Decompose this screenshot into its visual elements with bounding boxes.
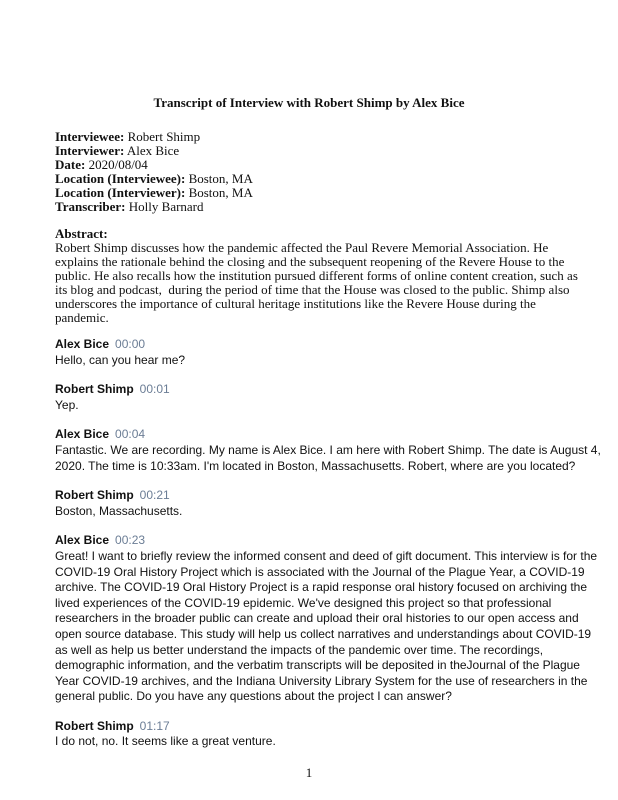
speaker-name: Robert Shimp: [55, 488, 134, 503]
utterance-line: researchers in the broader public can create and upload their oral histories to our open access and: [55, 611, 579, 626]
dialogue-turn: [55, 337, 575, 368]
utterance-line: as well as help us better understand the impacts of the pandemic over time. The recordings,: [55, 642, 544, 657]
dialogue-turn: [55, 719, 575, 750]
dialogue-turn: [55, 427, 601, 474]
meta-interviewee: Interviewee: Robert Shimp: [55, 129, 201, 144]
utterance-line: Great! I want to briefly review the informed consent and deed of gift document. This interview is for the: [55, 548, 598, 563]
utterance-line: Fantastic. We are recording. My name is Alex Bice. I am here with Robert Shimp. The date is August 4,: [55, 442, 601, 457]
dialogue: [55, 337, 601, 750]
abstract-line: pandemic.: [55, 310, 109, 325]
utterance-line: Hello, can you hear me?: [55, 352, 186, 367]
abstract-line: explains the rationale behind the closing and the subsequent reopening of the Revere House to the: [55, 254, 565, 269]
abstract-line: public. He also recalls how the institution pursued different forms of online content creation, such as: [55, 268, 578, 283]
meta-date: Date: 2020/08/04: [55, 157, 148, 172]
utterance-line: I do not, no. It seems like a great venture.: [55, 734, 276, 749]
speaker-header: [55, 719, 575, 735]
timestamp: 01:17: [139, 718, 170, 733]
timestamp: 00:01: [139, 382, 170, 397]
speaker-name: Robert Shimp: [55, 382, 134, 397]
utterance-line: Yep.: [55, 397, 79, 412]
dialogue-turn: [55, 488, 575, 519]
meta-location-interviewee: Location (Interviewee): Boston, MA: [55, 171, 253, 186]
timestamp: 00:04: [115, 427, 146, 442]
timestamp: 00:23: [115, 533, 146, 548]
abstract-line: Robert Shimp discusses how the pandemic affected the Paul Revere Memorial Association. He: [55, 240, 549, 255]
dialogue-turn: [55, 533, 598, 705]
speaker-header: [55, 533, 575, 549]
timestamp: 00:21: [139, 488, 170, 503]
meta-interviewer: Interviewer: Alex Bice: [55, 143, 180, 158]
utterance-line: archive. The COVID-19 Oral History Project is a rapid response oral history focused on archiving the: [55, 580, 588, 595]
metadata: [55, 130, 575, 214]
speaker-header: [55, 427, 575, 443]
speaker-header: [55, 337, 575, 353]
speaker-header: [55, 382, 575, 398]
dialogue-turn: [55, 382, 575, 413]
abstract-line: its blog and podcast, during the period of time that the House was closed to the public. Shimp also: [55, 282, 570, 297]
utterance-line: COVID-19 Oral History Project which is associated with the Journal of the Plague Year, a COVID-19: [55, 564, 585, 579]
abstract-line: underscores the importance of cultural heritage institutions like the Revere House during the: [55, 296, 536, 311]
utterance-line: 2020. The time is 10:33am. I'm located in Boston, Massachusetts. Robert, where are you located?: [55, 458, 576, 473]
utterance-line: open source database. This study will help us collect narratives and understandings about COVID-19: [55, 626, 592, 641]
utterance-line: lived experiences of the COVID-19 epidemic. We've designed this project so that professional: [55, 595, 552, 610]
page-number: 1: [305, 765, 313, 780]
speaker-name: Alex Bice: [55, 533, 110, 548]
meta-location-interviewer: Location (Interviewer): Boston, MA: [55, 185, 253, 200]
document-body: [55, 95, 601, 750]
abstract-heading: Abstract:: [55, 226, 108, 241]
speaker-header: [55, 488, 575, 504]
utterance-line: Year COVID-19 archives, and the Indiana University Library System for the use of researchers in the: [55, 673, 588, 688]
speaker-name: Alex Bice: [55, 337, 110, 351]
speaker-name: Robert Shimp: [55, 718, 134, 733]
speaker-name: Alex Bice: [55, 427, 110, 442]
abstract: [55, 226, 578, 325]
utterance-line: general public. Do you have any questions about the project I can answer?: [55, 689, 452, 704]
timestamp: 00:00: [115, 337, 146, 351]
document-title: Transcript of Interview with Robert Shimp by Alex Bice: [153, 95, 465, 110]
utterance-line: demographic information, and the verbatim transcripts will be deposited in theJournal of the Plague: [55, 658, 580, 673]
meta-transcriber: Transcriber: Holly Barnard: [55, 199, 204, 214]
utterance-line: Boston, Massachusetts.: [55, 503, 183, 518]
